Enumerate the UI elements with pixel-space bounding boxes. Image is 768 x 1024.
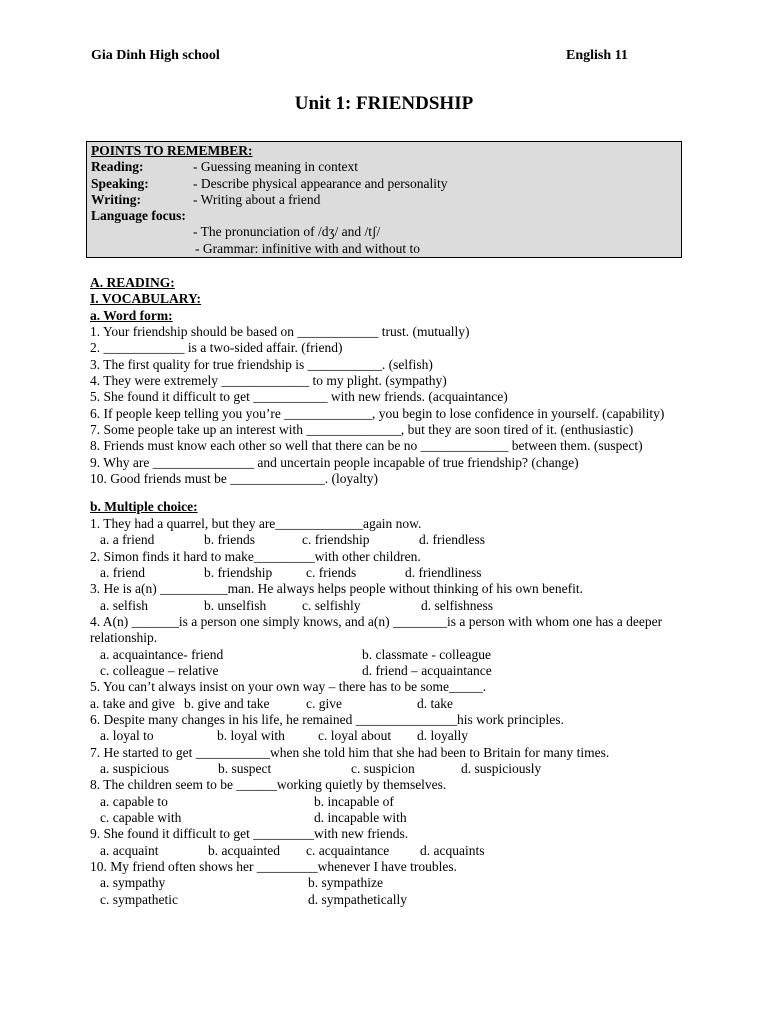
section-vocabulary: I. VOCABULARY: (90, 291, 202, 307)
mc-option: c. colleague – relative (100, 662, 219, 678)
points-to-remember-box (86, 141, 682, 258)
mc-options (90, 696, 690, 712)
language-focus-label: Language focus: (91, 208, 186, 224)
word-form-item: 1. Your friendship should be based on ____________ trust. (mutually) (90, 324, 470, 340)
mc-option: b. loyal with (217, 728, 285, 744)
word-form-item: 5. She found it difficult to get ___________ with new friends. (acquaintance) (90, 389, 508, 405)
mc-option: d. suspiciously (461, 760, 542, 776)
mc-option: d. loyally (417, 728, 468, 744)
mc-question: 5. You can’t always insist on your own way – there has to be some_____. (90, 679, 487, 695)
mc-option: d. incapable with (314, 810, 407, 825)
mc-question: 8. The children seem to be ______working quietly by themselves. (90, 777, 447, 793)
mc-options (90, 843, 690, 859)
mc-option: b. suspect (218, 760, 272, 776)
mc-option: d. selfishness (421, 597, 493, 613)
mc-options (90, 565, 690, 581)
mc-option: b. friendship (204, 564, 273, 580)
mc-option: b. acquainted (208, 842, 280, 858)
mc-option: a. a friend (100, 532, 155, 548)
mc-option: a. acquaintance- friend (100, 646, 224, 662)
mc-option: b. friends (204, 532, 255, 548)
mc-option: a. sympathy (100, 875, 166, 891)
mc-options (90, 810, 690, 826)
mc-question: 2. Simon finds it hard to make_________with other children. (90, 548, 421, 564)
mc-option: a. suspicious (100, 760, 169, 776)
mc-option: c. friendship (302, 532, 370, 548)
mc-option: a. friend (100, 564, 145, 580)
mc-options (90, 875, 690, 891)
mc-options (90, 892, 690, 908)
mc-option: c. selfishly (302, 597, 361, 613)
writing-value: - Writing about a friend (193, 191, 321, 207)
mc-question: 1. They had a quarrel, but they are_____________again now. (90, 515, 422, 531)
mc-option: a. capable to (100, 793, 168, 809)
language-item-grammar: - Grammar: infinitive with and without to (195, 240, 420, 256)
mc-question: 6. Despite many changes in his life, he remained _______________his work principles. (90, 711, 564, 727)
mc-option: d. take (417, 695, 453, 711)
mc-options (90, 647, 690, 663)
mc-option: b. give and take (184, 695, 270, 711)
language-item-pronunciation: - The pronunciation of /dʒ/ and /tʃ/ (193, 224, 381, 240)
mc-options (90, 598, 690, 614)
reading-label: Reading: (91, 159, 144, 175)
mc-option: c. give (306, 695, 342, 711)
word-form-item: 3. The first quality for true friendship is ___________. (selfish) (90, 356, 433, 372)
mc-option: a. loyal to (100, 728, 154, 744)
section-word-form: a. Word form: (90, 307, 173, 323)
writing-label: Writing: (91, 191, 141, 207)
mc-option: d. sympathetically (308, 891, 407, 907)
mc-question: 4. A(n) _______is a person one simply knows, and a(n) ________is a person with whom one has a deeper relationship. (90, 613, 663, 646)
mc-option: c. friends (306, 564, 357, 580)
mc-option: d. friendliness (405, 564, 482, 580)
page-title: Unit 1: FRIENDSHIP (294, 93, 474, 114)
school-name: Gia Dinh High school (91, 48, 220, 63)
speaking-label: Speaking: (91, 175, 149, 191)
mc-option: c. sympathetic (100, 891, 178, 907)
mc-options (90, 728, 690, 744)
word-form-item: 4. They were extremely _____________ to my plight. (sympathy) (90, 373, 447, 389)
mc-question: 9. She found it difficult to get _________with new friends. (90, 826, 409, 842)
mc-option: b. classmate - colleague (362, 646, 491, 662)
mc-options (90, 532, 690, 548)
mc-options (90, 794, 690, 810)
speaking-value: - Describe physical appearance and personality (193, 175, 448, 191)
word-form-item: 10. Good friends must be ______________. (loyalty) (90, 471, 378, 487)
mc-option: a. take and give (90, 695, 175, 711)
mc-question: 10. My friend often shows her _________whenever I have troubles. (90, 859, 458, 875)
word-form-item: 6. If people keep telling you you’re _____________, you begin to lose confidence in yourself. (capability) (90, 405, 665, 421)
word-form-item: 9. Why are _______________ and uncertain people incapable of true friendship? (change) (90, 454, 579, 470)
mc-option: b. sympathize (308, 875, 383, 891)
mc-option: d. friend – acquaintance (362, 662, 492, 678)
word-form-item: 7. Some people take up an interest with ______________, but they are soon tired of it. (enthusiastic) (90, 422, 634, 438)
section-multiple-choice: b. Multiple choice: (90, 499, 198, 515)
mc-options (90, 761, 690, 777)
subject-name: English 11 (566, 48, 628, 63)
mc-option: c. suspicion (351, 760, 415, 776)
mc-question: 7. He started to get ___________when she told him that she had been to Britain for many times. (90, 744, 610, 760)
reading-value: - Guessing meaning in context (193, 159, 358, 175)
mc-option: b. incapable of (314, 793, 394, 809)
word-form-item: 2. ____________ is a two-sided affair. (friend) (90, 340, 343, 356)
word-form-item: 8. Friends must know each other so well that there can be no _____________ between them. (suspect) (90, 438, 643, 454)
mc-option: d. friendless (419, 532, 485, 548)
mc-option: c. capable with (100, 810, 182, 825)
mc-option: a. selfish (100, 597, 148, 613)
section-reading: A. READING: (90, 275, 175, 290)
exercise-content (90, 275, 690, 908)
mc-option: c. loyal about (318, 728, 392, 744)
points-heading: POINTS TO REMEMBER: (91, 143, 253, 158)
mc-option: b. unselfish (204, 597, 267, 613)
mc-option: c. acquaintance (306, 842, 390, 858)
mc-option: d. acquaints (420, 842, 485, 858)
mc-options (90, 663, 690, 679)
mc-option: a. acquaint (100, 842, 159, 858)
mc-question: 3. He is a(n) __________man. He always helps people without thinking of his own benefit. (90, 581, 584, 597)
